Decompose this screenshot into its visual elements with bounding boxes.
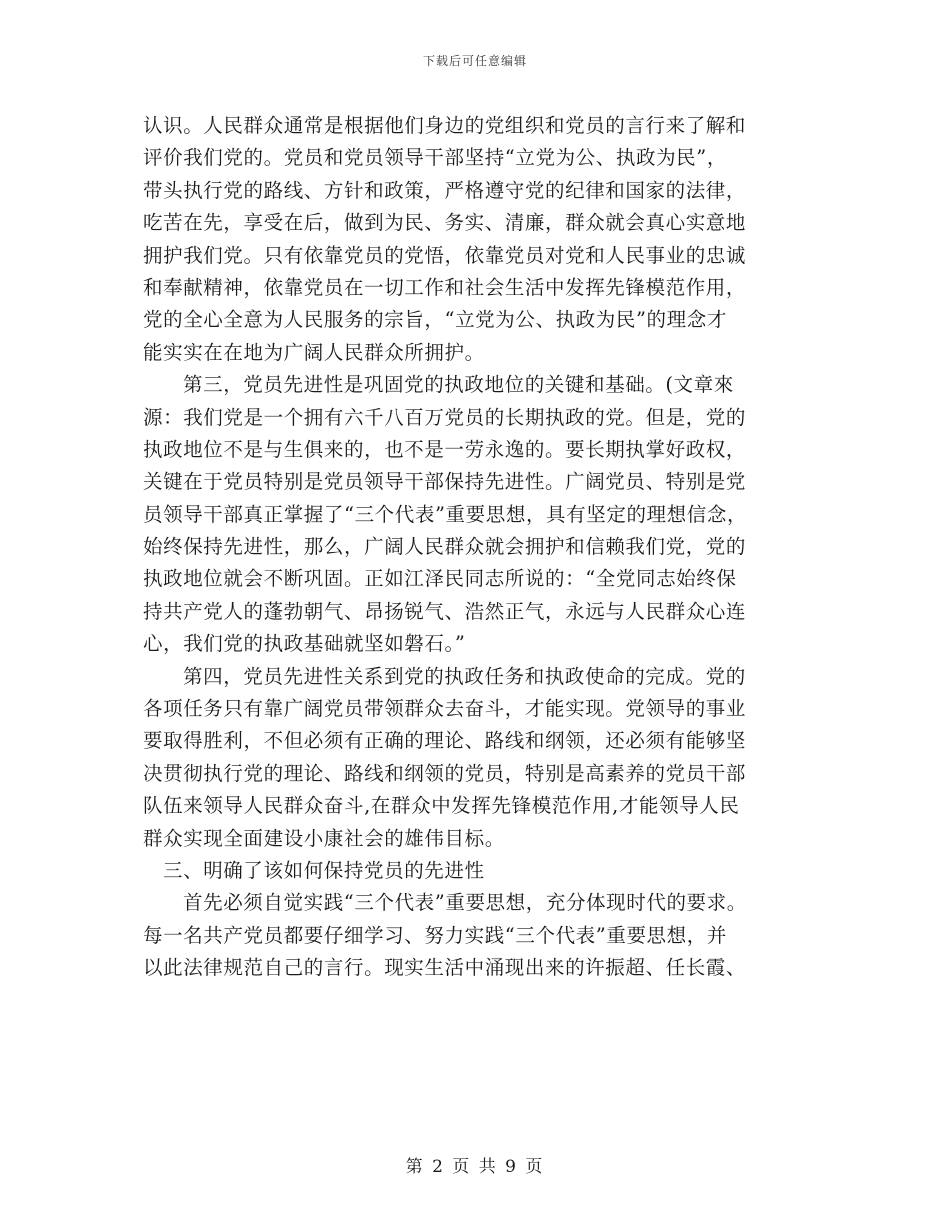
text-line: 能实实在在地为广阔人民群众所拥护。 bbox=[143, 340, 485, 364]
text-line: 党的全心全意为人民服务的宗旨，“立党为公、执政为民”的理念才 bbox=[143, 308, 727, 332]
paragraph-start-line: 首先必须自觉实践“三个代表”重要思想，充分体现时代的要求。 bbox=[183, 891, 747, 915]
text-line: 源：我们党是一个拥有六千八百万党员的长期执政的党。但是，党的 bbox=[143, 405, 747, 429]
paragraph-start-line: 第三，党员先进性是巩固党的执政地位的关键和基础。(文章來 bbox=[183, 373, 734, 397]
text-line: 和奉献精神，依靠党员在一切工作和社会生活中发挥先锋模范作用， bbox=[143, 275, 747, 299]
text-line: 关键在于党员特别是党员领导干部保持先进性。广阔党员、特别是党 bbox=[143, 470, 747, 494]
text-line: 各项任务只有靠广阔党员带领群众去奋斗，才能实现。党领导的事业 bbox=[143, 697, 747, 721]
text-line: 以此法律规范自己的言行。现实生活中涌现出来的许振超、任长霞、 bbox=[143, 956, 747, 980]
document-body bbox=[143, 110, 833, 985]
page-header: 下载后可任意编辑 bbox=[422, 54, 527, 68]
text-line: 认识。人民群众通常是根据他们身边的党组织和党员的言行来了解和 bbox=[143, 114, 747, 137]
text-line: 带头执行党的路线、方针和政策，严格遵守党的纪律和国家的法律， bbox=[143, 178, 747, 202]
paragraph-start-line: 第四，党员先进性关系到党的执政任务和执政使命的完成。党的 bbox=[183, 664, 746, 688]
text-line: 员领导干部真正掌握了“三个代表”重要思想，具有坚定的理想信念， bbox=[143, 502, 748, 526]
text-line: 始终保持先进性，那么，广阔人民群众就会拥护和信赖我们党，党的 bbox=[143, 535, 747, 559]
text-line: 执政地位不是与生俱来的，也不是一劳永逸的。要长期执掌好政权， bbox=[143, 437, 747, 461]
text-line: 心，我们党的执政基础就坚如磐石。” bbox=[143, 632, 466, 656]
text-line: 吃苦在先，享受在后，做到为民、务实、清廉，群众就会真心实意地 bbox=[143, 211, 747, 235]
text-line: 持共产党人的蓬勃朝气、昂扬锐气、浩然正气，永远与人民群众心连 bbox=[143, 599, 747, 623]
text-line: 拥护我们党。只有依靠党员的党悟，依靠党员对党和人民事业的忠诚 bbox=[143, 243, 747, 267]
text-line: 每一名共产党员都要仔细学习、努力实践“三个代表”重要思想，并 bbox=[143, 923, 727, 947]
text-line: 执政地位就会不断巩固。正如江泽民同志所说的：“全党同志始终保 bbox=[143, 567, 737, 591]
text-line: 决贯彻执行党的理论、路线和纲领的党员，特别是高素养的党员干部 bbox=[143, 761, 747, 785]
text-line: 评价我们党的。党员和党员领导干部坚持“立党为公、执政为民”， bbox=[143, 146, 727, 170]
text-line: 群众实现全面建设小康社会的雄伟目标。 bbox=[143, 826, 505, 850]
section-heading: 三、明确了该如何保持党员的先进性 bbox=[163, 858, 485, 882]
text-line: 队伍来领导人民群众奋斗,在群众中发挥先锋模范作用,才能领导人民 bbox=[143, 794, 740, 818]
page-footer: 第 2 页 共 9 页 bbox=[405, 1157, 545, 1177]
text-line: 要取得胜利，不但必须有正确的理论、路线和纲领，还必须有能够坚 bbox=[143, 729, 747, 753]
